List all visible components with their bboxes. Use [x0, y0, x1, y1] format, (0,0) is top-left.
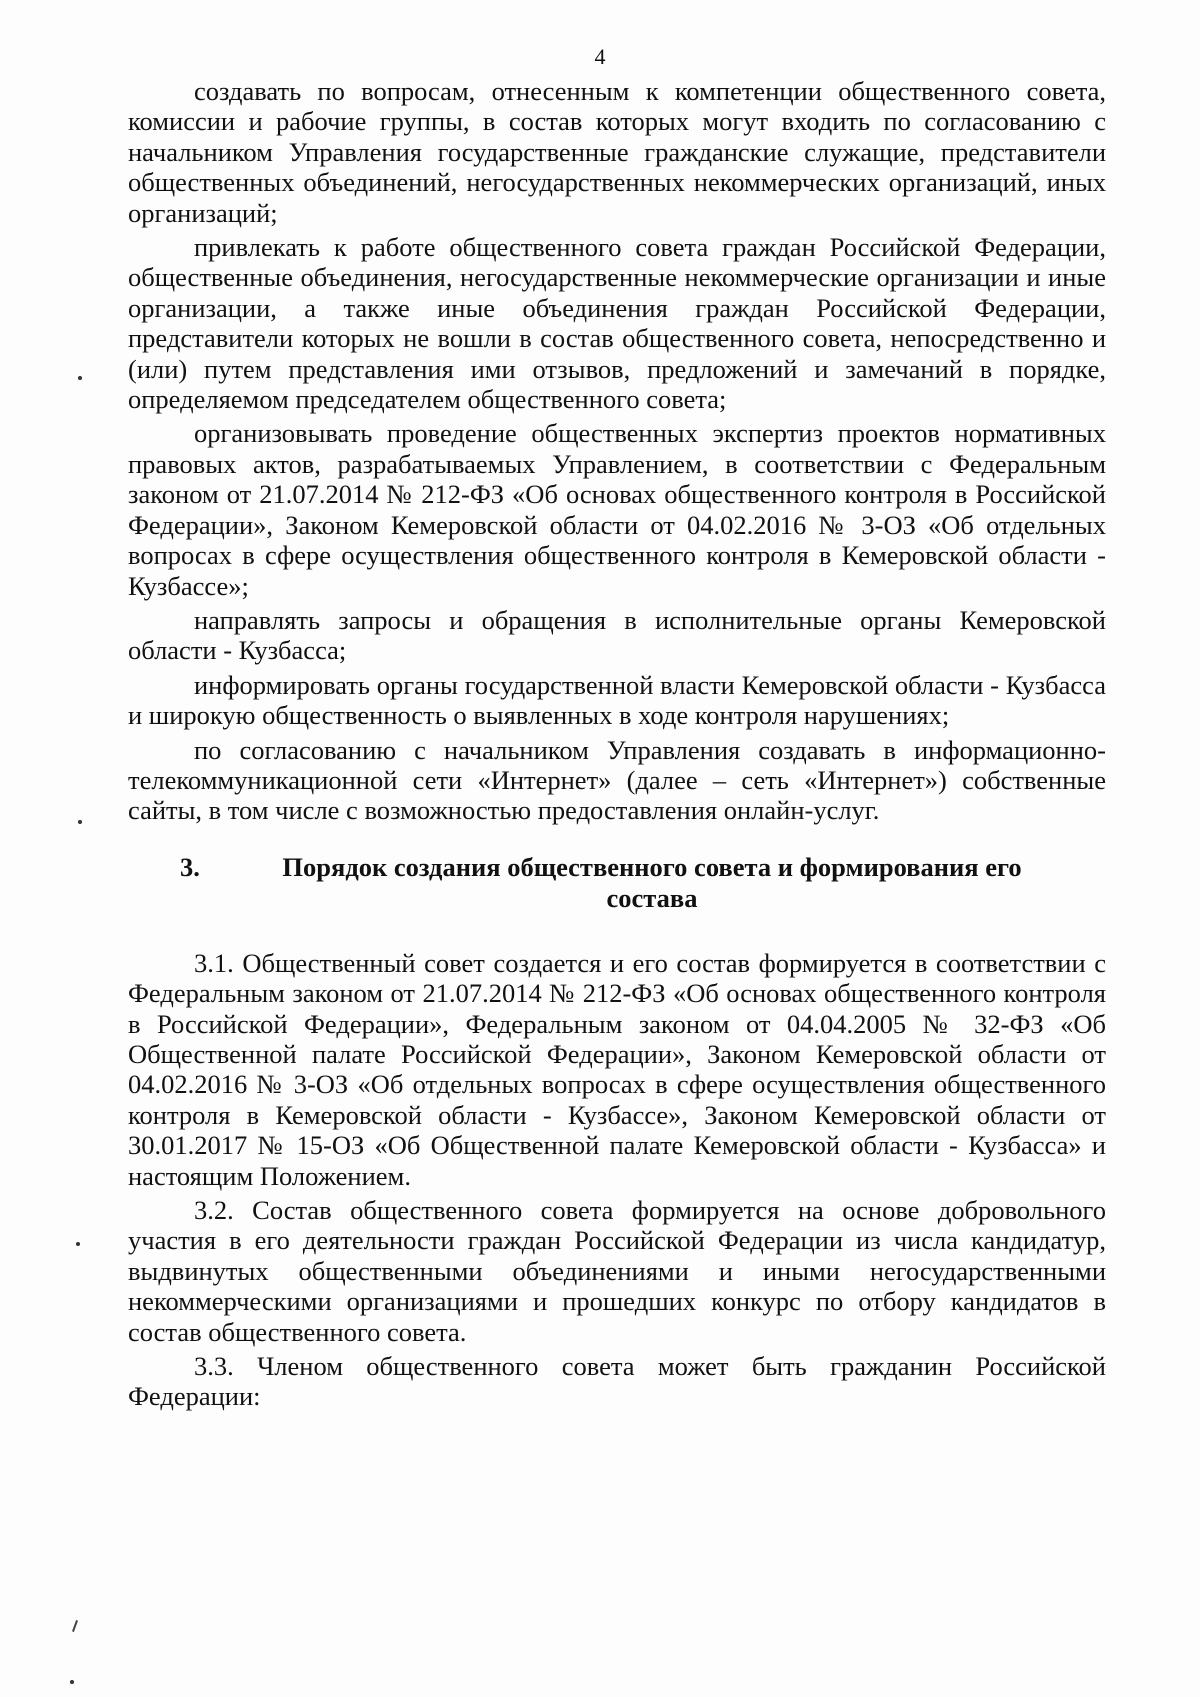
section-number: 3. — [180, 851, 200, 882]
section-title: Порядок создания общественного совета и формирования его состава — [282, 851, 1022, 913]
paragraph-3-1: 3.1. Общественный совет создается и его состав формируется в соответствии с Федеральным законом от 21.07.2014 № 212-ФЗ «Об основах общественного контроля в Российской Федерации», Федеральным законом от 04.04.2005 № 32-ФЗ «Об Общественной палате Российской Федерации», Законом Кемеровской области от 04.02.2016 № 3-ОЗ «Об отдельных вопросах в сфере осуществления общественного контроля в Кемеровской области - Кузбассе», Законом Кемеровской области от 30.01.2017 № 15-ОЗ «Об Общественной палате Кемеровской области - Кузбасса» и настоящим Положением. — [128, 947, 1106, 1191]
scan-speck — [70, 1680, 74, 1684]
paragraph-involve-citizens: привлекать к работе общественного совета граждан Российской Федерации, общественные объединения, негосударственные некоммерческие организации и иные организации, а также иные объединения граждан Российской Федерации, представители которых не вошли в состав общественного совета, непосредственно и (или) путем представления ими отзывов, предложений и замечаний в порядке, определяемом председателем общественного совета; — [128, 232, 1106, 415]
page-number: 4 — [594, 44, 606, 69]
scan-speck — [78, 820, 82, 824]
document-body — [128, 76, 1106, 1416]
scan-mark — [72, 1620, 78, 1632]
scan-speck — [76, 1242, 80, 1246]
paragraph-send-requests: направлять запросы и обращения в исполнительные органы Кемеровской области - Кузбасса; — [128, 604, 1106, 666]
paragraph-create-commissions: создавать по вопросам, отнесенным к компетенции общественного совета, комиссии и рабочие группы, в состав которых могут входить по согласованию с начальником Управления государственные гражданские служащие, представители общественных объединений, негосударственных некоммерческих организаций, иных организаций; — [128, 76, 1106, 228]
paragraph-create-websites: по согласованию с начальником Управления создавать в информационно-телекоммуникационной сети «Интернет» (далее – сеть «Интернет») собственные сайты, в том числе с возможностью предоставления онлайн-услуг. — [128, 734, 1106, 826]
paragraph-3-3: 3.3. Членом общественного совета может быть гражданин Российской Федерации: — [128, 1351, 1106, 1412]
paragraph-inform-authorities: информировать органы государственной власти Кемеровской области - Кузбасса и широкую общественность о выявленных в ходе контроля нарушениях; — [128, 669, 1106, 731]
paragraph-organize-expertise: организовывать проведение общественных экспертиз проектов нормативных правовых актов, разрабатываемых Управлением, в соответствии с Федеральным законом от 21.07.2014 № 212-ФЗ «Об основах общественного контроля в Российской Федерации», Законом Кемеровской области от 04.02.2016 № 3-ОЗ «Об отдельных вопросах в сфере осуществления общественного контроля в Кемеровской области - Кузбассе»; — [128, 418, 1106, 601]
scan-speck — [78, 376, 82, 380]
section-heading — [128, 852, 1106, 914]
paragraph-3-2: 3.2. Состав общественного совета формируется на основе добровольного участия в его деятельности граждан Российской Федерации из числа кандидатур, выдвинутых общественными объединениями и иными негосударственными некоммерческими организациями и прошедших конкурс по отбору кандидатов в состав общественного совета. — [128, 1195, 1106, 1347]
